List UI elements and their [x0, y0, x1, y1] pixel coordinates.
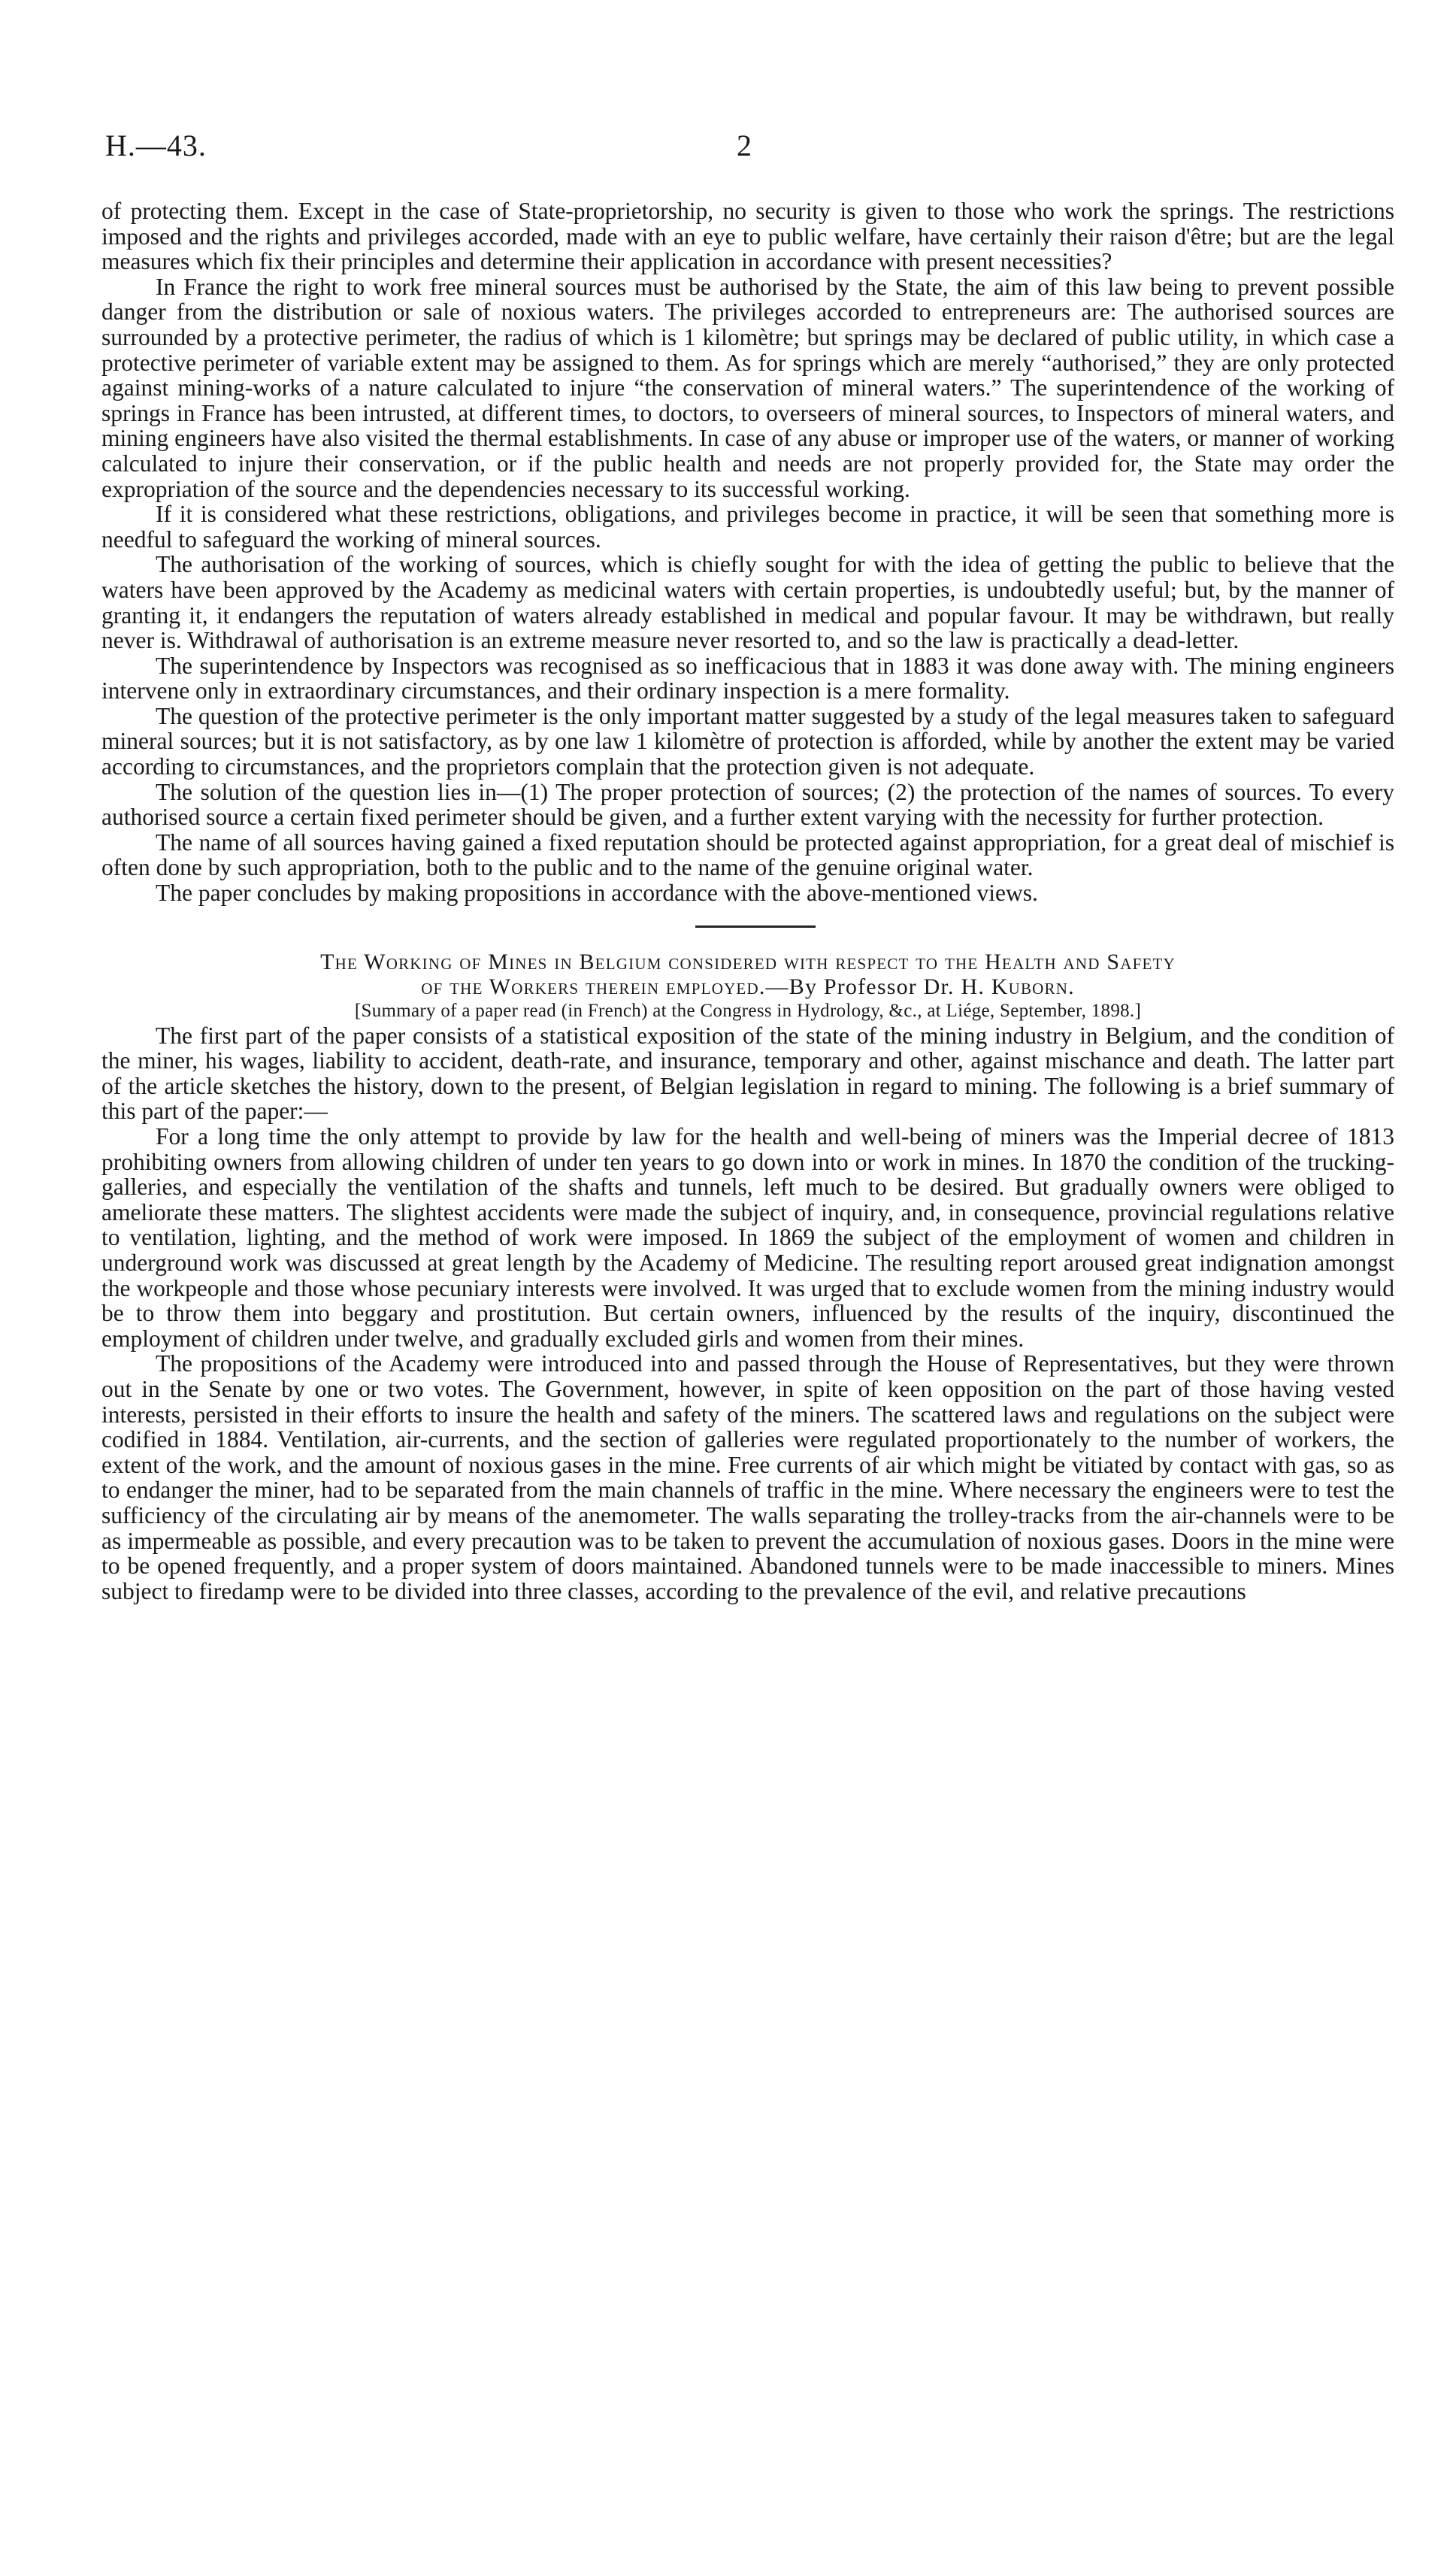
paragraph: The superintendence by Inspectors was recognised as so inefficacious that in 1883 it was done away with. The mining engineers intervene only in extraordinary circumstances, and their ordinary inspection is a mere formality. — [101, 652, 1394, 704]
page-header — [105, 128, 1383, 173]
paragraph: The question of the protective perimeter is the only important matter suggested by a study of the legal measures taken to safeguard mineral sources; but it is not satisfactory, as by one law 1 kilomètre of protection is afforded, while by another the extent may be varied according to circumstances, and the proprietors complain that the protection given is not adequate. — [101, 702, 1394, 780]
section-divider — [101, 906, 1394, 950]
divider-rule — [695, 925, 816, 928]
title-byline: —By Professor Dr. H. — [765, 974, 991, 999]
paragraph: For a long time the only attempt to provide by law for the health and well-being of miners was the Imperial decree of 1813 prohibiting owners from allowing children of under ten years to go down into or work in mines. In 1870 the condition of the trucking-galleries, and especially the ventilation of the shafts and tunnels, left much to be desired. But gradually owners were obliged to ameliorate these matters. The slightest accidents were made the subject of inquiry, and, in consequence, provincial regulations relative to ventilation, lighting, and the method of work were imposed. In 1869 the subject of the employment of women and children in underground work was discussed at great length by the Academy of Medicine. The resulting report aroused great indignation amongst the workpeople and those whose pecuniary interests were involved. It was urged that to exclude women from the mining industry would be to throw them into beggary and prostitution. But certain owners, influenced by the results of the inquiry, discontinued the employment of children under twelve, and gradually excluded girls and women from their mines. — [101, 1123, 1394, 1352]
paragraph: In France the right to work free mineral sources must be authorised by the State, the aim of this law being to prevent possible danger from the distribution or sale of noxious waters. The privileges accorded to entrepreneurs are: The authorised sources are surrounded by a protective perimeter, the radius of which is 1 kilomètre; but springs may be declared of public utility, in which case a protective perimeter of variable extent may be assigned to them. As for springs which are merely “authorised,” they are only protected against mining-works of a nature calculated to injure “the conservation of mineral waters.” The superintendence of the working of springs in France has been intrusted, at different times, to doctors, to overseers of mineral sources, to Inspectors of mineral waters, and mining engineers have also visited the thermal establishments. In case of any abuse or improper use of the waters, or manner of working calculated to injure their conservation, or if the public health and needs are not properly provided for, the State may order the expropriation of the source and the dependencies necessary to its successful working. — [101, 273, 1394, 502]
paragraph: of protecting them. Except in the case of State-proprietorship, no security is given to those who work the springs. The restrictions imposed and the rights and privileges accorded, made with an eye to public welfare, have certainly their raison d'être; but are the legal measures which fix their principles and determine their application in accordance with present necessities? — [101, 198, 1394, 275]
paragraph: The authorisation of the working of sources, which is chiefly sought for with the idea of getting the public to believe that the waters have been approved by the Academy as medicinal waters with certain properties, is undoubtedly useful; but, by the manner of granting it, it endangers the reputation of waters already established in medical and popular favour. It may be withdrawn, but really never is. Withdrawal of authorisation is an extreme measure never resorted to, and so the law is practically a dead-letter. — [101, 551, 1394, 654]
paragraph: The first part of the paper consists of a statistical exposition of the state of the mining industry in Belgium, and the condition of the miner, his wages, liability to accident, death-rate, and insurance, temporary and other, against mischance and death. The latter part of the article sketches the history, down to the present, of Belgian legislation in regard to mining. The following is a brief summary of this part of the paper:— — [101, 1022, 1394, 1125]
paragraph: The paper concludes by making propositions in accordance with the above-mentioned views. — [156, 880, 1038, 907]
paragraph: The propositions of the Academy were introduced into and passed through the House of Representatives, but they were thrown out in the Senate by one or two votes. The Government, however, in spite of keen opposition on the part of those having vested interests, persisted in their efforts to insure the health and safety of the miners. The scattered laws and regulations on the subject were codified in 1884. Ventilation, air-currents, and the section of galleries were regulated proportionately to the number of workers, the extent of the work, and the amount of noxious gases in the mine. Free currents of air which might be vitiated by contact with gas, so as to endanger the miner, had to be separated from the main channels of traffic in the mine. Where necessary the engineers were to test the sufficiency of the circulating air by means of the anemometer. The walls separating the trolley-tracks from the air-channels were to be as impermeable as possible, and every precaution was to be taken to prevent the accumulation of noxious gases. Doors in the mine were to be opened frequently, and a proper system of doors maintained. Abandoned tunnels were to be made inaccessible to miners. Mines subject to firedamp were to be divided into three classes, according to the prevalence of the evil, and relative precautions — [101, 1350, 1394, 1604]
article-title — [101, 950, 1394, 999]
title-line-2: of the Workers therein employed. — [421, 974, 766, 999]
page-number: 2 — [737, 129, 752, 162]
title-line-1: The Working of Mines in Belgium considered with respect to the Health and Safety — [320, 949, 1176, 974]
paragraph: The solution of the question lies in—(1) The proper protection of sources; (2) the protection of the names of sources. To every authorised source a certain fixed perimeter should be given, and a further extent varying with the necessity for further protection. — [101, 778, 1394, 831]
document-reference: H.—43. — [105, 129, 207, 162]
paragraph: If it is considered what these restrictions, obligations, and privileges become in practice, it will be seen that something more is needful to safeguard the working of mineral sources. — [101, 501, 1394, 553]
article-summary-note: [Summary of a paper read (in French) at the Congress in Hydrology, &c., at Liége, September, 1898.] — [354, 1000, 1142, 1021]
paragraph: The name of all sources having gained a fixed reputation should be protected against appropriation, for a great deal of mischief is often done by such appropriation, both to the public and to the name of the genuine original water. — [101, 829, 1394, 881]
body-text — [101, 198, 1394, 1604]
title-author: Kuborn. — [991, 974, 1075, 999]
